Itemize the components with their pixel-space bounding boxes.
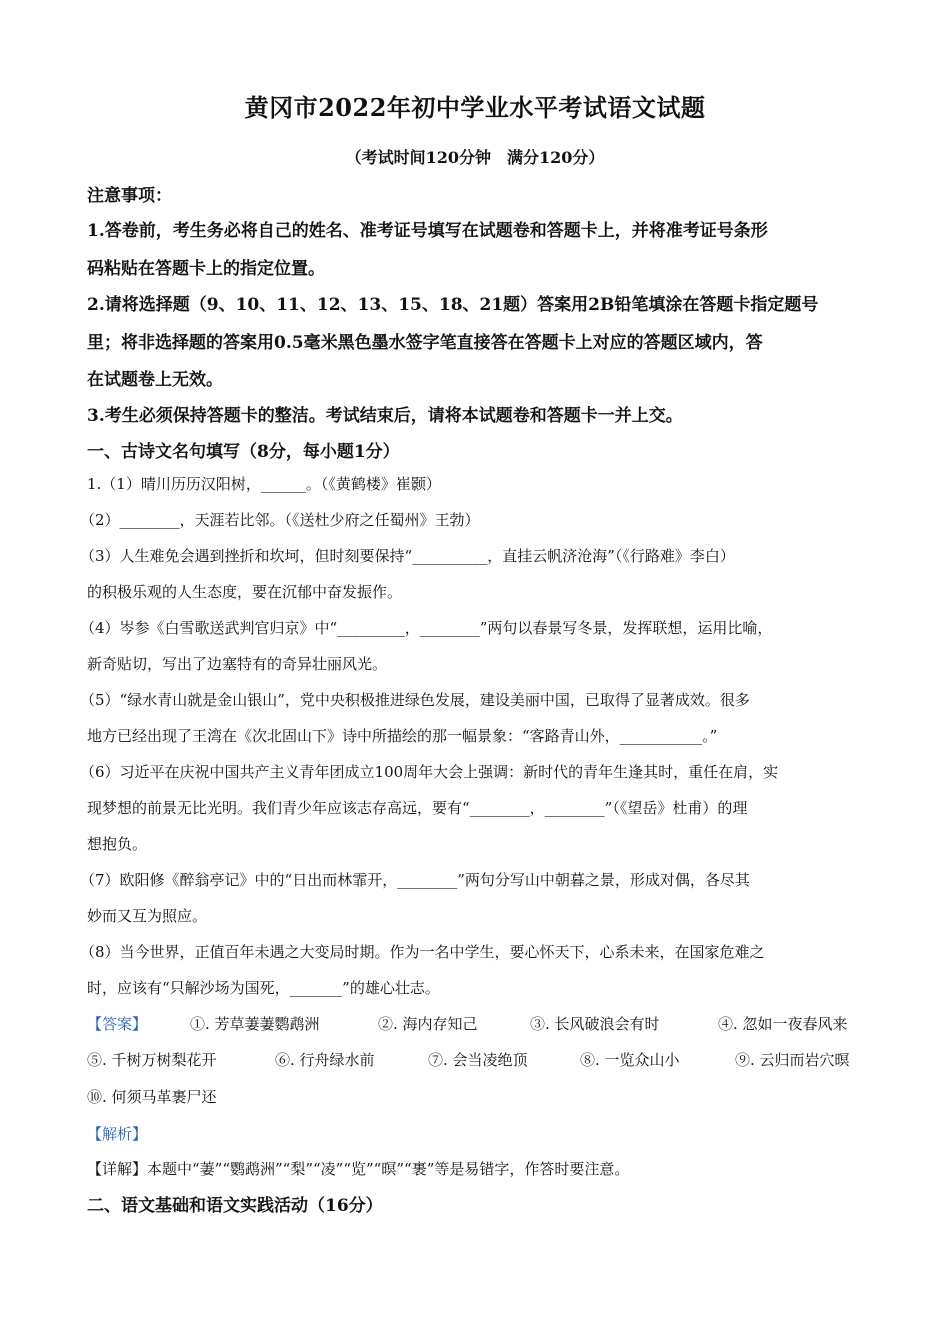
answer-item: ⑧. 一览众山小 [580,1051,680,1069]
answer-item: ③. 长风破浪会有时 [530,1015,660,1033]
notice-line: 2.请将选择题（9、10、11、12、13、15、18、21题）答案用2B铅笔填涂在答题卡指定题号 [87,295,819,315]
page-title: 黄冈市2022年初中学业水平考试语文试题 [244,93,706,122]
answer-item: ④. 忽如一夜春风来 [718,1015,848,1033]
section-heading: 二、语文基础和语文实践活动（16分） [87,1196,383,1216]
question-line: 地方已经出现了王湾在《次北固山下》诗中所描绘的那一幅景象：“客路青山外，___________。” [87,727,718,745]
question-line: 时，应该有“只解沙场为国死，_______”的雄心壮志。 [87,979,440,997]
notice-line: 里；将非选择题的答案用0.5毫米黑色墨水签字笔直接答在答题卡上对应的答题区域内，答 [87,333,763,353]
question-line: （2）________，天涯若比邻。（《送杜少府之任蜀州》王勃） [80,511,480,529]
notice-line: 1.答卷前，考生务必将自己的姓名、准考证号填写在试题卷和答题卡上，并将准考证号条形 [87,221,768,241]
question-line: （4）岑参《白雪歌送武判官归京》中“_________，________”两句以春景写冬景，发挥联想，运用比喻， [80,619,773,637]
question-line: （8）当今世界，正值百年未遇之大变局时期。作为一名中学生，要心怀天下，心系未来，在国家危难之 [80,943,765,961]
answer-tag: 【答案】 [87,1015,148,1033]
question-line: （5）“绿水青山就是金山银山”，党中央积极推进绿色发展，建设美丽中国，已取得了显著成效。很多 [80,691,750,709]
question-line: 妙而又互为照应。 [87,907,208,925]
page-subtitle: （考试时间120分钟 满分120分） [345,148,605,167]
question-line: 新奇贴切，写出了边塞特有的奇异壮丽风光。 [87,655,388,673]
answer-item: ②. 海内存知己 [378,1015,478,1033]
answer-item: ⑤. 千树万树梨花开 [87,1051,217,1069]
answer-item: ⑥. 行舟绿水前 [275,1051,375,1069]
answer-item: ①. 芳草萋萋鹦鹉洲 [190,1015,320,1033]
question-line: （6）习近平在庆祝中国共产主义青年团成立100周年大会上强调：新时代的青年生逢其时，重任在肩，实 [80,763,779,781]
answer-item: ⑨. 云归而岩穴暝 [735,1051,850,1069]
answer-item: ⑩. 何须马革裹尸还 [87,1088,217,1106]
question-line: 1.（1）晴川历历汉阳树，______。（《黄鹤楼》崔颢） [87,475,441,493]
notice-heading: 注意事项： [87,186,172,206]
section-heading: 一、古诗文名句填写（8分，每小题1分） [87,442,400,462]
question-line: 想抱负。 [87,835,148,853]
question-line: 的积极乐观的人生态度，要在沉郁中奋发振作。 [87,583,403,601]
question-line: （3）人生难免会遇到挫折和坎坷，但时刻要保持“__________，直挂云帆济沧海”（《行路难》李白） [80,547,735,565]
question-line: （7）欧阳修《醉翁亭记》中的“日出而林霏开，________”两句分写山中朝暮之景，形成对偶，各尽其 [80,871,750,889]
notice-line: 在试题卷上无效。 [87,370,223,390]
notice-line: 3.考生必须保持答题卡的整洁。考试结束后，请将本试题卷和答题卡一并上交。 [87,406,683,426]
analysis-tag: 【解析】 [87,1125,148,1143]
analysis-detail: 【详解】本题中“萋”“鹦鹉洲”“梨”“凌”“览”“暝”“裹”等是易错字，作答时要注意。 [87,1160,630,1178]
answer-item: ⑦. 会当凌绝顶 [428,1051,528,1069]
notice-line: 码粘贴在答题卡上的指定位置。 [87,259,325,279]
question-line: 现梦想的前景无比光明。我们青少年应该志存高远，要有“________，________”（《望岳》杜甫）的理 [87,799,748,817]
